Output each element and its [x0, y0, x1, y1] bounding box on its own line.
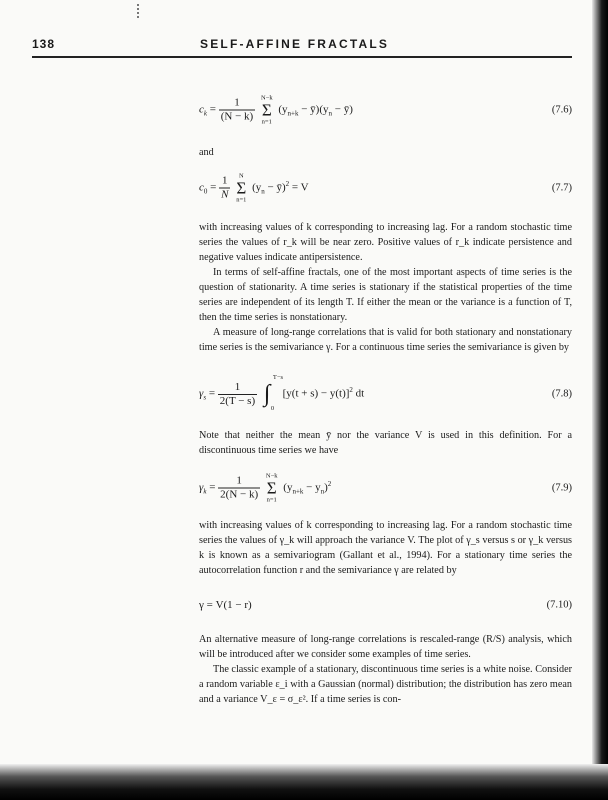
paragraph: The classic example of a stationary, discontinuous time series is a white noise. Consider a random variable ε_i with a Gaussian (normal) distribution; the distribution has zero mean and a variance V_ε = σ_ε². If a time series is con- — [199, 664, 572, 705]
body-text-4 — [199, 632, 572, 707]
equation-7-7: $c_0$ = $\frac{1}{N}$ N Σ n=1 ($y_n$ − ȳ)$^2$ = V (7.7) — [199, 172, 572, 204]
equation-number: (7.7) — [551, 182, 572, 194]
paragraph: Note that neither the mean ȳ nor the variance V is used in this definition. For a discontinuous time series we have — [199, 430, 572, 456]
paragraph: with increasing values of k corresponding to increasing lag. For a random stochastic time series the values of γ_k will approach the variance V. The plot of γ_s versus s or γ_k versus k is known as a semivariogram (Gallant et al., 1994). For a stationary time series the autocorrelation function r and the semivariance γ are related by — [199, 520, 572, 576]
paragraph: In terms of self-affine fractals, one of the most important aspects of time series is the question of stationarity. A time series is stationary if the statistical properties of the time series are independent of its length T. If either the mean or the variance is a function of T, then the time series is nonstationary. — [199, 267, 572, 323]
paragraph: A measure of long-range correlations that is valid for both stationary and nonstationary time series is the semivariance γ. For a continuous time series the semivariance is given by — [199, 327, 572, 353]
equation-number: (7.8) — [551, 388, 572, 400]
equation-number: (7.10) — [546, 599, 572, 611]
body-text-1 — [199, 220, 572, 355]
equation-number: (7.6) — [551, 104, 572, 116]
equation-7-9: $\gamma_k$ = $\frac{1}{2(N - k)}$ N−k Σ n=1 $(y_{n+k} - y_n)^2$ (7.9) — [199, 472, 572, 504]
header-rule — [32, 56, 572, 58]
body-text-2 — [199, 428, 572, 458]
scan-edge-bottom — [0, 764, 608, 800]
running-title: SELF-AFFINE FRACTALS — [200, 37, 390, 51]
page-number: 138 — [32, 37, 56, 51]
scan-edge-right — [592, 0, 608, 800]
equation-7-8: $\gamma_s$ = $\frac{1}{2(T - s)}$ ∫ T−s 0 $[y(t + s) - y(t)]^2$ dt (7.8) — [199, 374, 572, 412]
paragraph: An alternative measure of long-range correlations is rescaled-range (R/S) analysis, which will be introduced after we consider some examples of time series. — [199, 634, 572, 660]
equation-7-10: γ = V(1 − r) (7.10) — [199, 599, 572, 611]
scan-speck — [137, 4, 141, 18]
paragraph: with increasing values of k corresponding to increasing lag. For a random stochastic time series the values of r_k will be near zero. Positive values of r_k indicate persistence and negative values indicate antipersistence. — [199, 222, 572, 263]
body-text-3 — [199, 518, 572, 578]
equation-7-6: $c_k$ = $\frac{1}{(N - k)}$ N−k Σ n=1 ($y_{n+k}$ − $ȳ)(y_n$ − ȳ) (7.6) — [199, 94, 572, 126]
page-header — [32, 37, 572, 55]
text-and: and — [199, 147, 214, 158]
equation-number: (7.9) — [551, 482, 572, 494]
